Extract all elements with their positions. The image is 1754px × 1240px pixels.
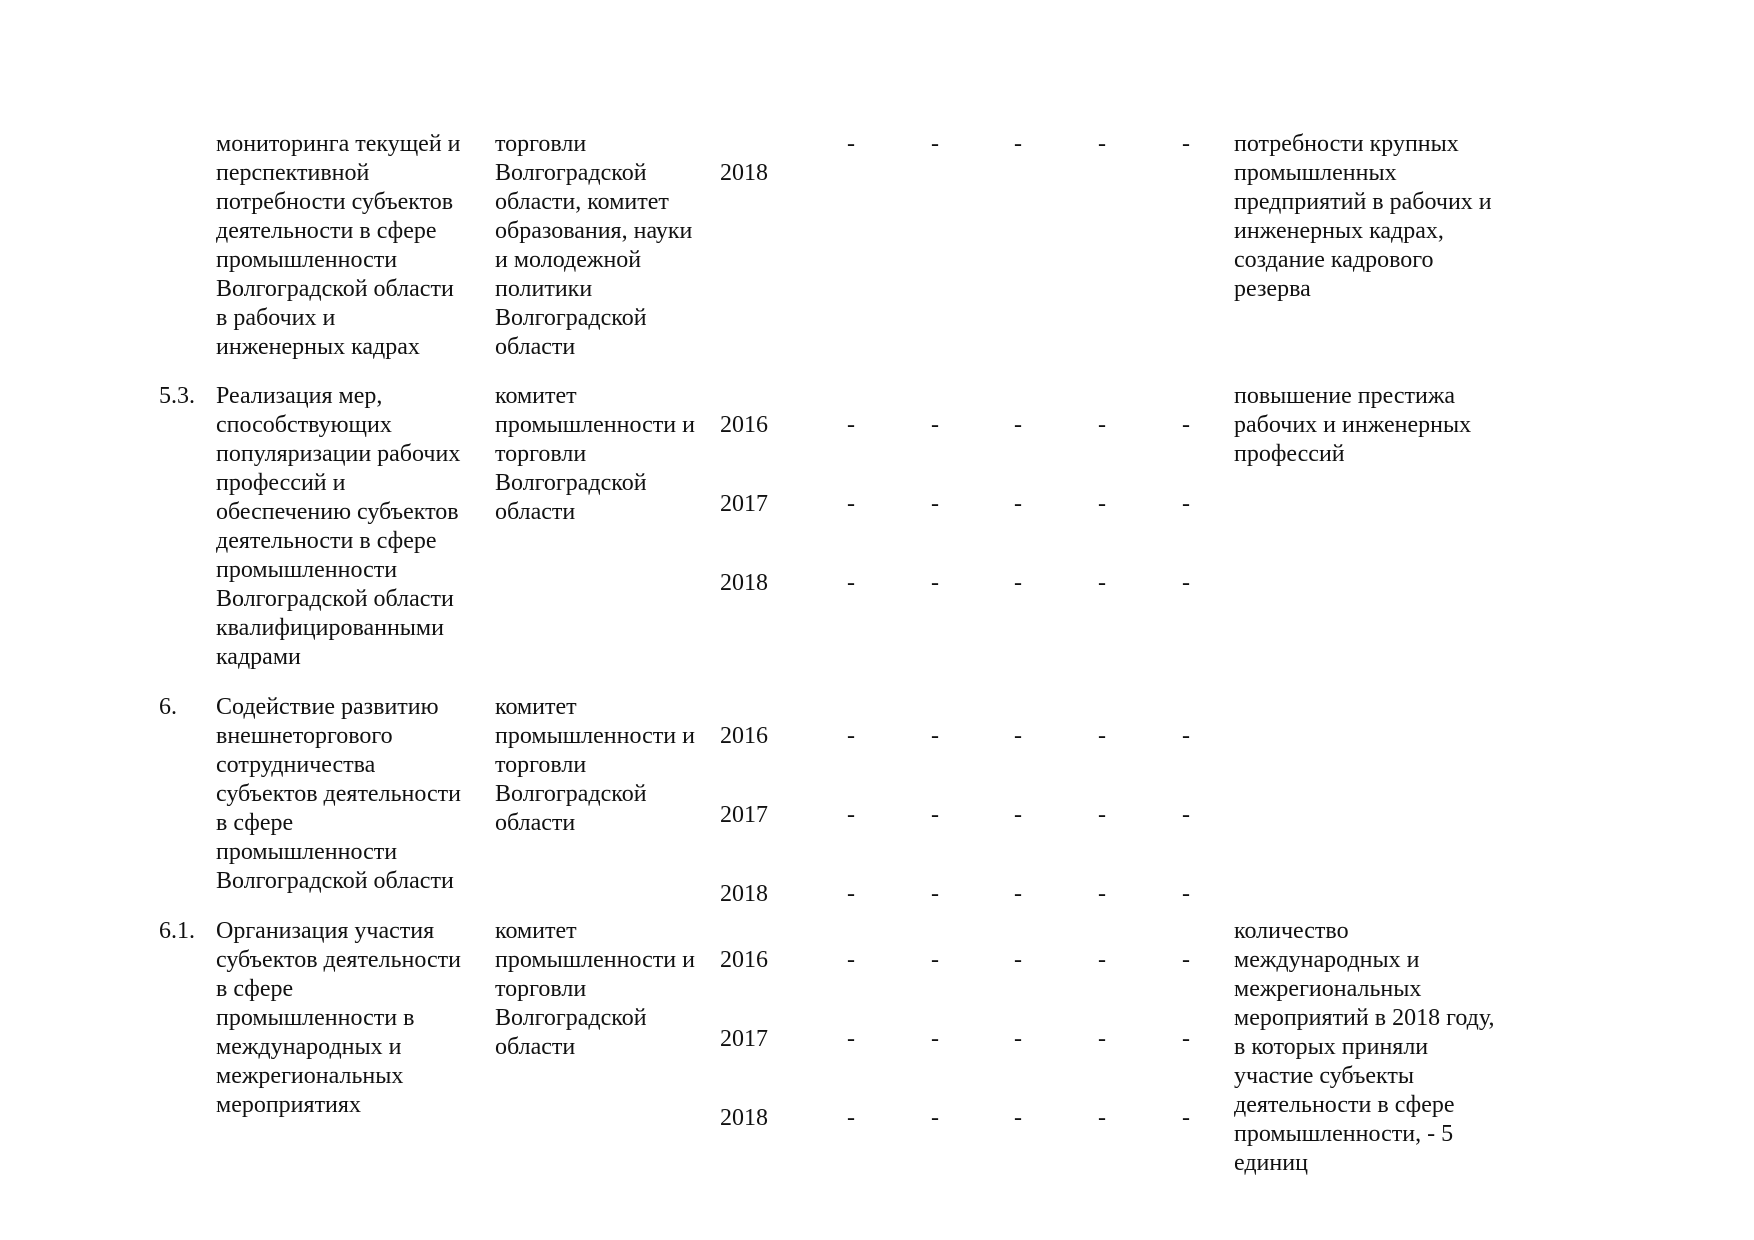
dash-2018-1: - (847, 570, 855, 596)
dash-2017-1: - (847, 802, 855, 828)
dash-2016-1: - (847, 412, 855, 438)
year-2017: 2017 (720, 491, 768, 517)
years-list (720, 130, 780, 238)
dash-2018-4: - (1098, 570, 1106, 596)
dash-2018-4: - (1098, 881, 1106, 907)
row-number: 6.1. (159, 918, 195, 944)
expected-result: повышение престижа рабочих и инженерных профессий (1234, 383, 1472, 467)
dash-2017-5: - (1182, 491, 1190, 517)
dash-2017-4: - (1098, 1026, 1106, 1052)
dash-2018-2: - (931, 1105, 939, 1131)
dash-2016-3: - (1014, 412, 1022, 438)
dash-2016-2: - (931, 723, 939, 749)
year-2018: 2018 (720, 570, 768, 596)
executor-text: комитет промышленности и торговли Волгоградской области (495, 383, 695, 525)
dash-2016-4: - (1098, 723, 1106, 749)
dash-2018-1: - (847, 1105, 855, 1131)
dash-column-2 (925, 917, 945, 1183)
dash-2018-4: - (1098, 1105, 1106, 1131)
dash-1: - (847, 131, 855, 157)
dash-2016-3: - (1014, 723, 1022, 749)
dash-2018-5: - (1182, 1105, 1190, 1131)
dash-2017-3: - (1014, 802, 1022, 828)
years-list (720, 382, 780, 648)
dash-2016-4: - (1098, 947, 1106, 973)
dash-column-4 (1092, 917, 1112, 1183)
dash-column-5 (1176, 382, 1196, 648)
year-2016: 2016 (720, 723, 768, 749)
dash-2017-4: - (1098, 491, 1106, 517)
dash-column-1 (841, 382, 861, 648)
dash-2018-5: - (1182, 881, 1190, 907)
row-number: 5.3. (159, 383, 195, 409)
year-2018: 2018 (720, 160, 768, 186)
measure-name: Организация участия субъектов деятельности в сфере промышленности в международных и межрегиональных мероприятиях (216, 918, 461, 1118)
dash-2017-1: - (847, 491, 855, 517)
dash-2016-5: - (1182, 723, 1190, 749)
dash-2016-2: - (931, 947, 939, 973)
expected-result: количество международных и межрегиональных мероприятий в 2018 году, в которых приняли участие субъекты деятельности в сфере промышленности, - 5 единиц (1234, 918, 1495, 1176)
year-2016: 2016 (720, 947, 768, 973)
dash-2016-4: - (1098, 412, 1106, 438)
dash-2018-2: - (931, 570, 939, 596)
year-2018: 2018 (720, 881, 768, 907)
dash-4: - (1098, 131, 1106, 157)
dash-2018-3: - (1014, 570, 1022, 596)
dash-2017-2: - (931, 802, 939, 828)
dash-2017-5: - (1182, 802, 1190, 828)
measure-name: мониторинга текущей и перспективной потребности субъектов деятельности в сфере промышленности Волгоградской области в рабочих и инженерных кадрах (216, 131, 461, 360)
year-2017: 2017 (720, 802, 768, 828)
dash-2018-3: - (1014, 1105, 1022, 1131)
dash-2016-5: - (1182, 412, 1190, 438)
dash-2017-4: - (1098, 802, 1106, 828)
executor-text: торговли Волгоградской области, комитет образования, науки и молодежной политики Волгоградской области (495, 131, 693, 360)
dash-2017-2: - (931, 491, 939, 517)
dash-2017-2: - (931, 1026, 939, 1052)
dash-column-3 (1008, 382, 1028, 648)
dash-column-3 (1008, 917, 1028, 1183)
year-2016: 2016 (720, 412, 768, 438)
dash-2017-1: - (847, 1026, 855, 1052)
dash-2016-5: - (1182, 947, 1190, 973)
dash-2017-3: - (1014, 1026, 1022, 1052)
dash-2016-1: - (847, 723, 855, 749)
dash-5: - (1182, 131, 1190, 157)
dash-2018-2: - (931, 881, 939, 907)
dash-2016-1: - (847, 947, 855, 973)
dash-column-4 (1092, 382, 1112, 648)
dash-2018-3: - (1014, 881, 1022, 907)
dash-2018-5: - (1182, 570, 1190, 596)
year-2018: 2018 (720, 1105, 768, 1131)
dash-column-1 (841, 917, 861, 1183)
executor-text: комитет промышленности и торговли Волгоградской области (495, 694, 695, 836)
row-number: 6. (159, 694, 177, 720)
dash-2: - (931, 131, 939, 157)
dash-column-2 (925, 382, 945, 648)
dash-2018-1: - (847, 881, 855, 907)
dash-2017-5: - (1182, 1026, 1190, 1052)
year-2017: 2017 (720, 1026, 768, 1052)
dash-2017-3: - (1014, 491, 1022, 517)
dash-2016-2: - (931, 412, 939, 438)
dash-column-5 (1176, 917, 1196, 1183)
measure-name: Реализация мер, способствующих популяризации рабочих профессий и обеспечению субъектов деятельности в сфере промышленности Волгоградской области квалифицированными кадрами (216, 383, 461, 670)
expected-result: потребности крупных промышленных предприятий в рабочих и инженерных кадрах, создание кадрового резерва (1234, 131, 1492, 302)
years-list (720, 917, 780, 1183)
executor-text: комитет промышленности и торговли Волгоградской области (495, 918, 695, 1060)
dash-2016-3: - (1014, 947, 1022, 973)
measure-name: Содействие развитию внешнеторгового сотрудничества субъектов деятельности в сфере промышленности Волгоградской области (216, 694, 461, 894)
dash-3: - (1014, 131, 1022, 157)
